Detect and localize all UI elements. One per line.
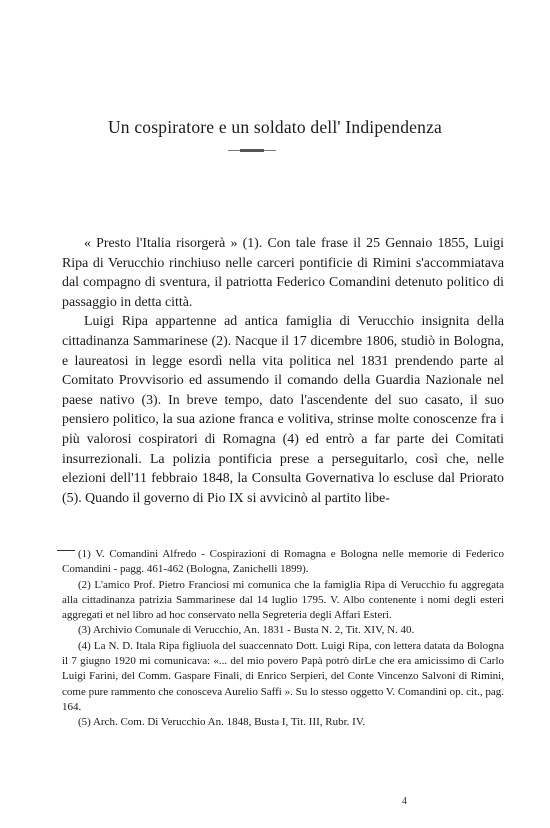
footnotes (62, 547, 504, 731)
page-title: Un cospiratore e un soldato dell' Indipendenza (107, 117, 443, 137)
page-mark: 4 (402, 796, 407, 807)
paragraph: « Presto l'Italia risorgerà » (1). Con tale frase il 25 Gennaio 1855, Luigi Ripa di Verucchio rinchiuso nelle carceri pontificie di Rimini s'accommiatava dal compagno di sventura, il patriotta Federico Comandini detenuto politico di passaggio in detta città. (62, 236, 504, 310)
body-text (62, 234, 504, 508)
footnote: (3) Archivio Comunale di Verucchio, An. 1831 - Busta N. 2, Tit. XIV, N. 40. (78, 624, 415, 637)
title-divider (228, 150, 276, 151)
paragraph: Luigi Ripa appartenne ad antica famiglia di Verucchio insignita della cittadinanza Sammarinese (2). Nacque il 17 dicembre 1806, studiò in Bologna, e laureatosi in legge esordì nella vita politica nel 1831 prendendo parte al Comitato Provvisorio ed assumendo il comando della Guardia Nazionale nel paese nativo (3). In breve tempo, dato l'ascendente del suo casato, il suo pensiero politico, la sua azione franca e volitiva, strinse molte conoscenze fra i più valorosi cospiratori di Romagna (4) ed entrò a far parte dei Comitati insurrezionali. La polizia pontificia prese a perseguitarlo, così che, nelle elezioni dell'11 febbraio 1848, la Consulta Governativa lo escluse dal Priorato (5). Quando il governo di Pio IX si avvicinò al partito libe- (62, 314, 504, 506)
footnote: (5) Arch. Com. Di Verucchio An. 1848, Busta I, Tit. III, Rubr. IV. (78, 716, 366, 729)
footnote: (2) L'amico Prof. Pietro Franciosi mi comunica che la famiglia Ripa di Verucchio fu aggregata alla cittadinanza patrizia Sammarinese dal 14 luglio 1795. V. Albo contenente i nomi degli esteri aggregati et nel libro ad hoc conservato nella Segreteria degli Affari Esteri. (62, 578, 504, 622)
footnote: (1) V. Comandini Alfredo - Cospirazioni di Romagna e Bologna nelle memorie di Federico Comandini - pagg. 461-462 (Bologna, Zanichelli 1899). (62, 548, 504, 576)
footnote: (4) La N. D. Itala Ripa figliuola del suaccennato Dott. Luigi Ripa, con lettera datata da Bologna il 7 giugno 1920 mi comunicava: «... del mio povero Papà potrò dirLe che era amicissimo di Carlo Luigi Farini, del Comm. Gaspare Finali, di Enrico Serpieri, del Conte Vincenzo Salvoni di Rimini, come pure rammento che conosceva Aurelio Saffi ». Su lo stesso oggetto V. Comandini op. cit., pag. 164. (62, 639, 504, 713)
